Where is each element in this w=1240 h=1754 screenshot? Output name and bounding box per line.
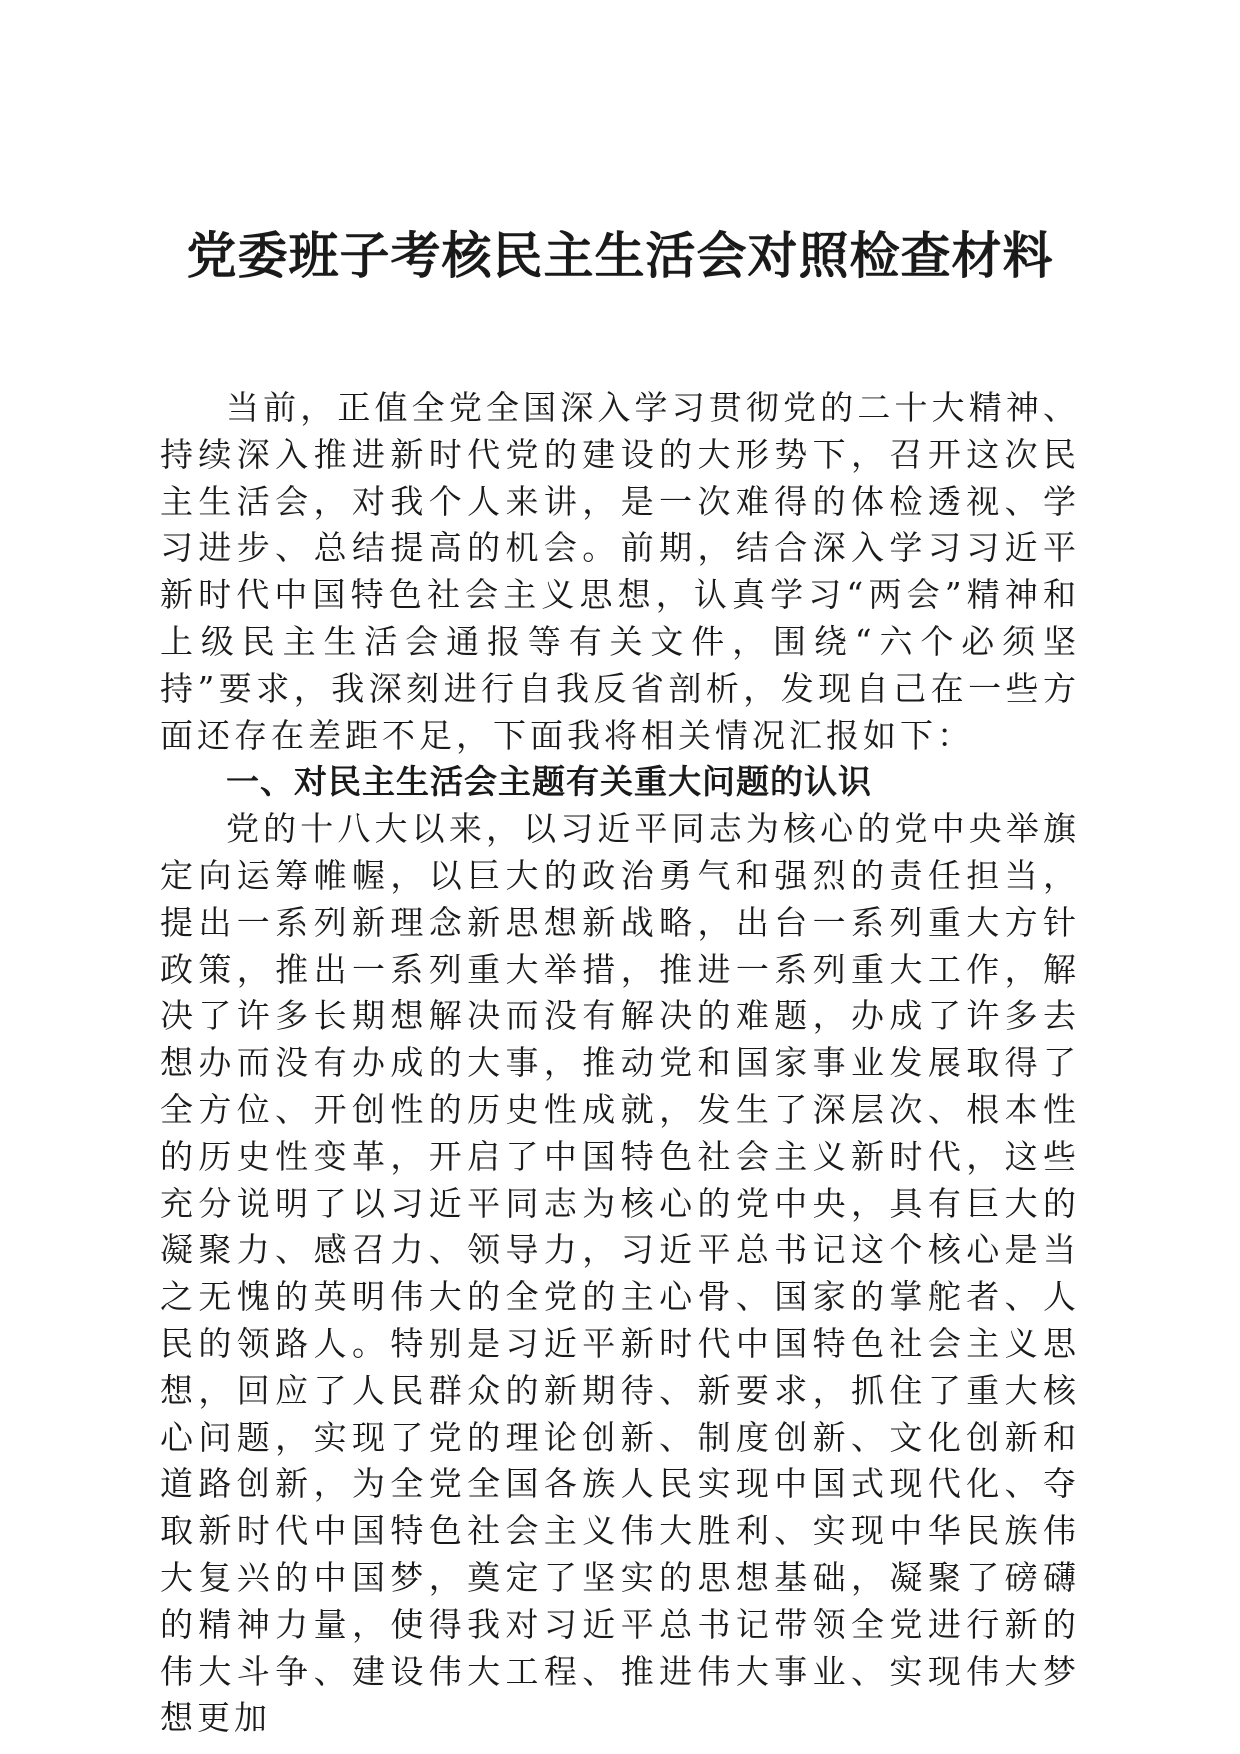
document-title: 党委班子考核民主生活会对照检查材料 [186, 226, 1054, 285]
section-paragraph: 党的十八大以来，以习近平同志为核心的党中央举旗定向运筹帷幄，以巨大的政治勇气和强烈的责任担当，提出一系列新理念新思想新战略，出台一系列重大方针政策，推出一系列重大举措，推进一系列重大工作，解决了许多长期想解决而没有解决的难题，办成了许多去想办而没有办成的大事，推动党和国家事业发展取得了全方位、开创性的历史性成就，发生了深层次、根本性的历史性变革，开启了中国特色社会主义新时代，这些充分说明了以习近平同志为核心的党中央，具有巨大的凝聚力、感召力、领导力，习近平总书记这个核心是当之无愧的英明伟大的全党的主心骨、国家的掌舵者、人民的领路人。特别是习近平新时代中国特色社会主义思想，回应了人民群众的新期待、新要求，抓住了重大核心问题，实现了党的理论创新、制度创新、文化创新和道路创新，为全党全国各族人民实现中国式现代化、夺取新时代中国特色社会主义伟大胜利、实现中华民族伟大复兴的中国梦，奠定了坚实的思想基础，凝聚了磅礴的精神力量，使得我对习近平总书记带领全党进行新的伟大斗争、建设伟大工程、推进伟大事业、实现伟大梦想更加 [160, 809, 1080, 1738]
section-heading: 一、对民主生活会主题有关重大问题的认识 [226, 762, 872, 802]
document-body [160, 385, 1080, 1742]
intro-paragraph: 当前，正值全党全国深入学习贯彻党的二十大精神、持续深入推进新时代党的建设的大形势下，召开这次民主生活会，对我个人来讲，是一次难得的体检透视、学习进步、总结提高的机会。前期，结合深入学习习近平新时代中国特色社会主义思想，认真学习“两会”精神和上级民主生活会通报等有关文件，围绕“六个必须坚持”要求，我深刻进行自我反省剖析，发现自己在一些方面还存在差距不足，下面我将相关情况汇报如下： [160, 388, 1080, 755]
